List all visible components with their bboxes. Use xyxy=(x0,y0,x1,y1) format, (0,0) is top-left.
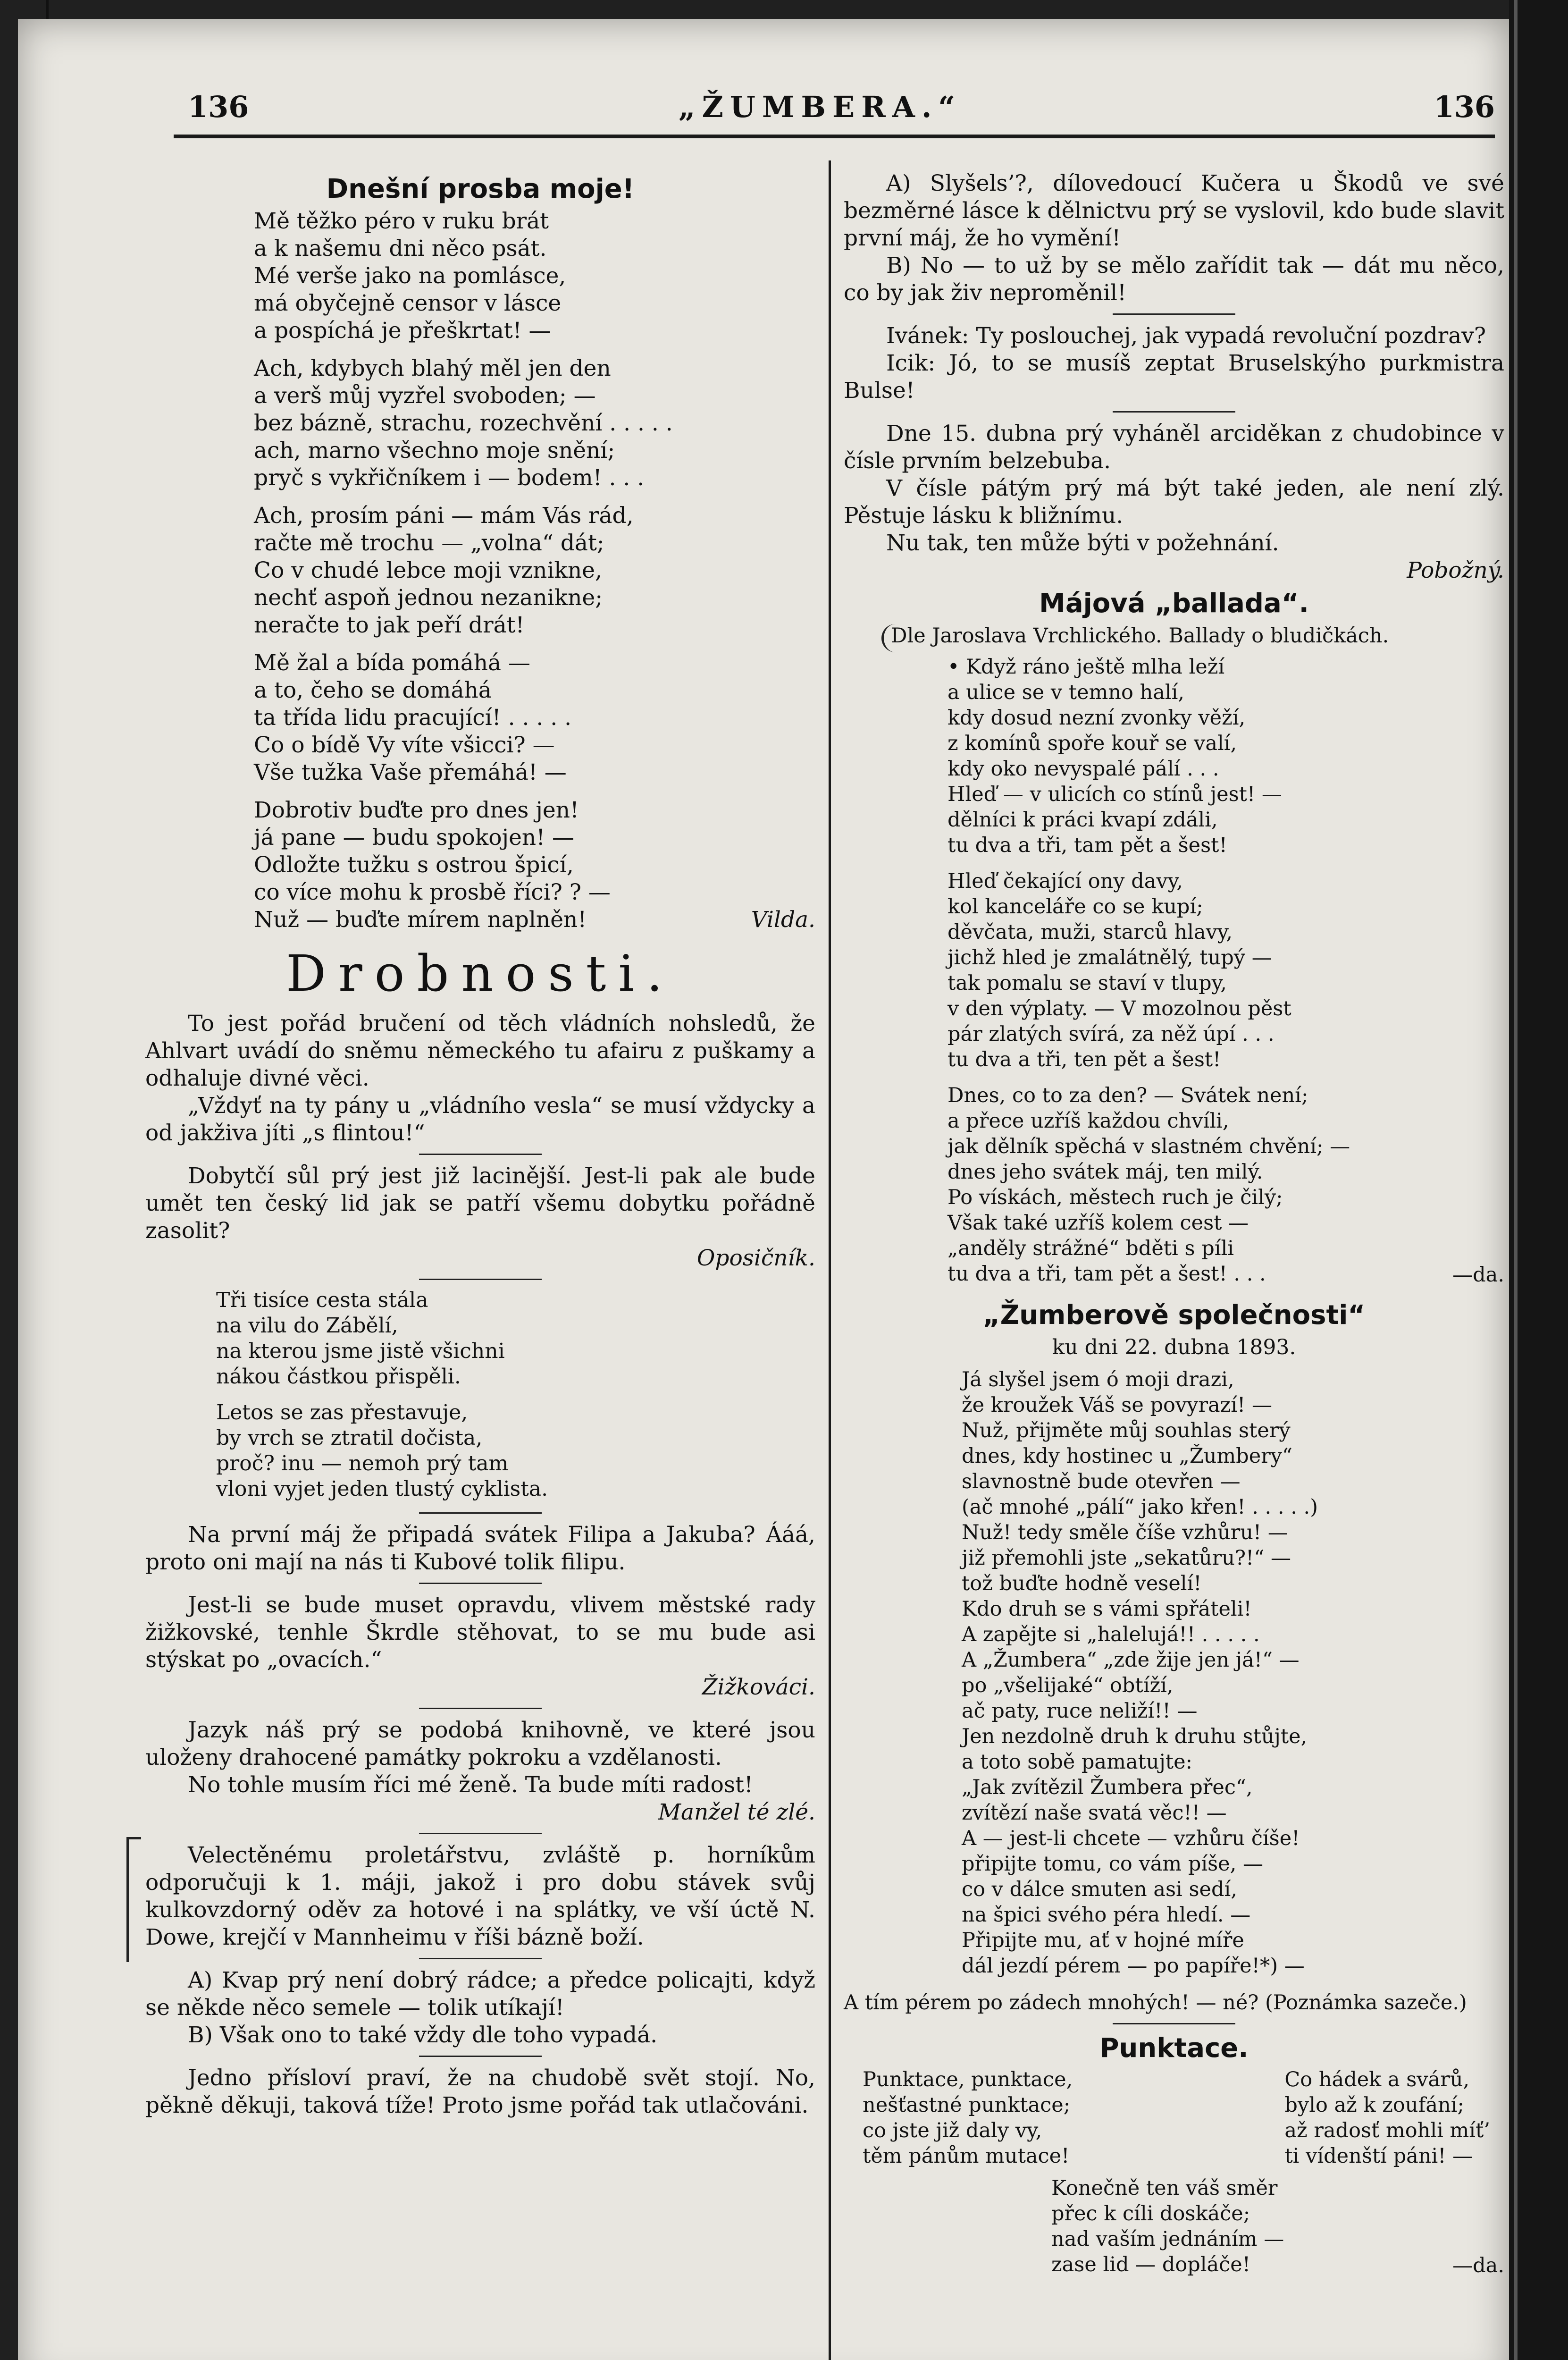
separator-rule xyxy=(1113,411,1235,413)
verse-line: těm pánům mutace! xyxy=(863,2144,1070,2168)
item-signature: Pobožný. xyxy=(1407,557,1504,583)
news-paragraph: Jazyk náš prý se podobá knihovně, ve které jsou uloženy drahocené památky pokroku a vzdělanosti. xyxy=(145,1717,815,1770)
ballad-line: jichž hled je zmalátnělý, tupý — xyxy=(948,946,1272,969)
section-title: Drobnosti. xyxy=(285,944,675,1003)
ballad-signature: —da. xyxy=(1452,1263,1504,1287)
toast-line: Nuž, přijměte můj souhlas sterý xyxy=(962,1419,1291,1442)
punktace-verses xyxy=(844,2067,1504,2169)
separator-rule xyxy=(419,1833,542,1834)
ballad-line: tu dva a tři, tam pět a šest! . . . xyxy=(948,1262,1266,1286)
news-paragraph: B) Však ono to také vždy dle toho vypadá. xyxy=(188,2022,658,2048)
ballad-stanza xyxy=(844,1083,1504,1287)
ballad-line: a přece uzříš každou chvíli, xyxy=(948,1109,1229,1133)
poem-stanza xyxy=(145,1400,815,1502)
right-column xyxy=(844,170,1504,2279)
separator-rule xyxy=(419,1708,542,1709)
bracket-mark xyxy=(126,1837,141,1962)
ballad-line: dělníci k práci kvapí zdáli, xyxy=(948,808,1218,832)
header-rule xyxy=(174,135,1495,138)
news-paragraph: To jest pořád bručení od těch vládních nohsledů, že Ahlvart uvádí do sněmu německého tu afairu z puškamy a odhaluje divné věci. xyxy=(145,1011,815,1091)
ballad-line: kol kanceláře co se kupí; xyxy=(948,895,1203,919)
verse-line: Konečně ten váš směr xyxy=(1051,2176,1278,2200)
ballad-line: Dnes, co to za den? — Svátek není; xyxy=(948,1084,1308,1107)
poem-line: bez bázně, strachu, rozechvění . . . . . xyxy=(254,410,673,436)
ballad-line: v den výplaty. — V mozolnou pěst xyxy=(948,997,1291,1020)
toast-title: „Žumberově společnosti“ xyxy=(982,1300,1366,1331)
ballad-line: kdy oko nevyspalé pálí . . . xyxy=(948,757,1219,781)
ballad-line: tu dva a tři, tam pět a šest! xyxy=(948,834,1227,857)
poem-line: Tři tisíce cesta stála xyxy=(216,1288,428,1312)
news-paragraph: Jedno přísloví praví, že na chudobě svět stojí. No, pěkně děkuji, taková tíže! Proto jsme pořád tak utlačováni. xyxy=(145,2065,815,2118)
verse-line: nešťastné punktace; xyxy=(863,2093,1071,2117)
page-number-right: 136 xyxy=(1434,90,1495,124)
news-paragraph: A) Kvap prý není dobrý rádce; a předce policajti, když se někde něco semele — tolik utíkají! xyxy=(145,1967,815,2021)
poem-stanza xyxy=(145,649,815,786)
column-divider xyxy=(829,160,831,2360)
poem-line: Letos se zas přestavuje, xyxy=(216,1400,468,1424)
poem-line: ta třída lidu pracující! . . . . . xyxy=(254,705,572,731)
poem-line: ach, marno všechno moje snění; xyxy=(254,438,615,464)
poem-signature: Vilda. xyxy=(751,907,815,933)
poem-stanza xyxy=(145,355,815,492)
item-signature: Oposičník. xyxy=(696,1245,815,1271)
ballad-stanza xyxy=(844,654,1504,858)
news-paragraph: „Vždyť na ty pány u „vládního vesla“ se musí vždycky a od jakživa jíti „s flintou!“ xyxy=(145,1093,815,1146)
ballad-line: Hleď — v ulicích co stínů jest! — xyxy=(948,783,1282,806)
ballad-line: z komínů spoře kouř se valí, xyxy=(948,732,1237,755)
item-signature: Manžel té zlé. xyxy=(658,1799,815,1825)
poem-line: račte mě trochu — „volna“ dát; xyxy=(254,530,604,556)
toast-line: Jen nezdolně druh k druhu stůjte, xyxy=(962,1725,1308,1748)
toast-line: (ač mnohé „pálí“ jako křen! . . . . .) xyxy=(962,1495,1318,1519)
separator-rule xyxy=(419,1154,542,1155)
toast-poem xyxy=(844,1367,1504,1979)
poem-line: Mé verše jako na pomlásce, xyxy=(254,263,566,289)
left-column xyxy=(145,170,815,2119)
separator-rule xyxy=(419,1512,542,1514)
toast-line: dnes, kdy hostinec u „Žumbery“ xyxy=(962,1444,1292,1468)
ballad-line: Však také uzříš kolem cest — xyxy=(948,1211,1249,1235)
ballad-line: kdy dosud nezní zvonky věží, xyxy=(948,706,1246,730)
news-paragraph: Nu tak, ten může býti v požehnání. xyxy=(886,530,1279,556)
poem-line: Dobrotiv buďte pro dnes jen! xyxy=(254,797,579,823)
poem-line: Mě žal a bída pomáhá — xyxy=(254,650,530,676)
toast-line: A — jest-li chcete — vzhůru číše! xyxy=(962,1827,1300,1850)
toast-line: A „Žumbera“ „zde žije jen já!“ — xyxy=(962,1648,1300,1672)
verse-line: co jste již daly vy, xyxy=(863,2119,1042,2142)
ballad-line: děvčata, muži, starců hlavy, xyxy=(948,920,1233,944)
poem-line: nákou částkou přispěli. xyxy=(216,1365,461,1389)
poem-line: co více mohu k prosbě říci? ? — xyxy=(254,879,611,905)
poem-line: Ach, kdybych blahý měl jen den xyxy=(254,355,611,381)
toast-line: „Jak zvítězil Žumbera přec“, xyxy=(962,1776,1253,1799)
verse-line: přec k cíli doskáče; xyxy=(1051,2202,1250,2225)
dialog-line: B) No — to už by se mělo zařídit tak — dát mu něco, co by jak živ neproměnil! xyxy=(844,253,1504,306)
news-paragraph: Dne 15. dubna prý vyháněl arciděkan z chudobince v čísle prvním belzebuba. xyxy=(844,421,1504,474)
punktace-signature: —da. xyxy=(1452,2254,1504,2277)
ballad-line: Hleď čekající ony davy, xyxy=(948,869,1183,893)
toast-line: dál jezdí pérem — po papíře!*) — xyxy=(962,1954,1305,1978)
separator-rule xyxy=(419,1958,542,1959)
toast-line: co v dálce smuten asi sedí, xyxy=(962,1878,1237,1901)
ballad-dedication: Dle Jaroslava Vrchlického. Ballady o bludičkách. xyxy=(891,624,1389,648)
toast-line: Já slyšel jsem ó moji drazi, xyxy=(962,1368,1234,1391)
news-paragraph: V čísle pátým prý má být také jeden, ale není zlý. Pěstuje lásku k bližnímu. xyxy=(844,475,1504,529)
toast-line: Kdo druh se s vámi spřáteli! xyxy=(962,1597,1252,1621)
ballad-line: • Když ráno ještě mlha leží xyxy=(948,655,1225,679)
poem-stanza xyxy=(145,208,815,345)
poem-line: má obyčejně censor v lásce xyxy=(254,290,562,316)
poem-line: nechť aspoň jednou nezanikne; xyxy=(254,585,603,611)
poem-line: a verš můj vyzřel svoboden; — xyxy=(254,383,596,409)
ballad-line: jak dělník spěchá v slastném chvění; — xyxy=(948,1135,1350,1158)
verse-line: nad vaším jednáním — xyxy=(1051,2227,1284,2251)
poem-line: a to, čeho se domáhá xyxy=(254,677,492,703)
toast-line: Nuž! tedy směle číše vzhůru! — xyxy=(962,1521,1288,1544)
poem-line: Vše tužka Vaše přemáhá! — xyxy=(254,759,567,785)
dialog-line: A) Slyšels’?, dílovedoucí Kučera u Škodů ve své bezměrné lásce k dělnictvu prý se vyslovil, kdo bude slavit první máj, že ho vymění! xyxy=(844,170,1504,251)
ballad-line: Po vískách, městech ruch je čilý; xyxy=(948,1186,1283,1209)
dialog-line: Icik: Jó, to se musíš zeptat Bruselskýho purkmistra Bulse! xyxy=(844,350,1504,404)
punktace-col-left xyxy=(863,2067,1073,2169)
poem-line: Nuž — buďte mírem naplněn! xyxy=(254,907,587,933)
punktace-col-right xyxy=(1284,2067,1490,2169)
poem-line: neračte to jak peří drát! xyxy=(254,612,525,638)
ballad-line: tu dva a tři, ten pět a šest! xyxy=(948,1048,1221,1071)
verse-line: Co hádek a svárů, xyxy=(1284,2068,1470,2091)
ballad-line: „anděly strážné“ bděti s píli xyxy=(948,1237,1234,1260)
poem-line: Ach, prosím páni — mám Vás rád, xyxy=(254,503,634,529)
separator-rule xyxy=(1113,2023,1235,2024)
verse-line: ti vídenští páni! — xyxy=(1284,2144,1473,2168)
separator-rule xyxy=(419,1279,542,1280)
ballad-dedication-block xyxy=(844,622,1504,649)
news-paragraph: Jest-li se bude muset opravdu, vlivem městské rady žižkovské, tenhle Škrdle stěhovat, to se mu bude asi stýskat po „ovacích.“ xyxy=(145,1592,815,1673)
separator-rule xyxy=(419,1583,542,1584)
verse-line: Punktace, punktace, xyxy=(863,2068,1073,2091)
toast-line: již přemohli jste „sekatůru?!“ — xyxy=(962,1546,1291,1570)
poem-line: na vilu do Zábělí, xyxy=(216,1314,398,1338)
next-page-edge xyxy=(1509,0,1568,2360)
typesetter-note: A tím pérem po zádech mnohých! — né? (Poznámka sazeče.) xyxy=(844,1991,1467,2014)
dialog-line: Ivánek: Ty poslouchej, jak vypadá revoluční pozdrav? xyxy=(886,323,1486,349)
news-paragraph: Velectěnému proletářstvu, zvláště p. horníkům odporučuji k 1. máji, jakož i pro dobu stávek svůj kulkovzdorný oděv za hotové i na splátky, ve vší úctě N. Dowe, krejčí v Mannheimu v říši bázně boží. xyxy=(145,1842,815,1950)
poem-line: a k našemu dni něco psát. xyxy=(254,236,547,261)
punktace-title: Punktace. xyxy=(1099,2033,1249,2064)
verse-line: bylo až k zoufání; xyxy=(1284,2093,1464,2117)
news-paragraph: Dobytčí sůl prý jest již lacinější. Jest-li pak ale bude umět ten český lid jak se patří všemu dobytku pořádně zasolit? xyxy=(145,1163,815,1244)
toast-line: tož buďte hodně veselí! xyxy=(962,1572,1202,1595)
poem-line: Co v chudé lebce moji vznikne, xyxy=(254,557,602,583)
toast-line: připijte tomu, co vám píše, — xyxy=(962,1852,1263,1876)
toast-line: po „všelijaké“ obtíží, xyxy=(962,1674,1174,1697)
toast-line: zvítězí naše svatá věc!! — xyxy=(962,1801,1227,1825)
ballad-line: tak pomalu se staví v tlupy, xyxy=(948,971,1227,995)
running-title: „ŽUMBERA.“ xyxy=(678,90,962,124)
toast-line: Připijte mu, ať v hojné míře xyxy=(962,1929,1244,1952)
poem-line: já pane — budu spokojen! — xyxy=(254,825,575,851)
poem-line: pryč s vykřičníkem i — bodem! . . . xyxy=(254,465,645,491)
separator-rule xyxy=(1113,313,1235,315)
toast-line: na špici svého péra hledí. — xyxy=(962,1903,1251,1927)
news-paragraph: No tohle musím říci mé ženě. Ta bude míti radost! xyxy=(188,1772,753,1798)
poem-line: Co o bídě Vy víte všicci? — xyxy=(254,732,555,758)
separator-rule xyxy=(419,2056,542,2057)
poem-line: proč? inu — nemoh prý tam xyxy=(216,1451,509,1475)
toast-line: a toto sobě pamatujte: xyxy=(962,1750,1192,1774)
poem-stanza xyxy=(145,1288,815,1390)
toast-line: ač paty, ruce neliží!! — xyxy=(962,1699,1198,1723)
verse-line: zase lid — dopláče! xyxy=(1051,2253,1250,2276)
page-number-left: 136 xyxy=(188,90,249,124)
ballad-line: pár zlatých svírá, za něž úpí . . . xyxy=(948,1022,1275,1046)
verse-line: až radosť mohli míť’ xyxy=(1284,2119,1490,2142)
news-paragraph: Na první máj že připadá svátek Filipa a Jakuba? Ááá, proto oni mají na nás ti Kubové tolik filipu. xyxy=(145,1522,815,1575)
page-header xyxy=(145,90,1495,146)
poem-stanza xyxy=(145,502,815,639)
poem-line: vloni vyjet jeden tlustý cyklista. xyxy=(216,1477,548,1501)
poem-line: Odložte tužku s ostrou špicí, xyxy=(254,852,574,878)
poem-line: Mě těžko péro v ruku brát xyxy=(254,208,549,234)
poem-line: a pospíchá je přeškrtat! — xyxy=(254,318,551,344)
ballad-line: a ulice se v temno halí, xyxy=(948,681,1185,704)
toast-line: A zapějte si „halelujá!! . . . . . xyxy=(962,1623,1260,1646)
poem-body xyxy=(145,208,815,934)
toast-subtitle: ku dni 22. dubna 1893. xyxy=(1052,1335,1296,1359)
ballad-title: Májová „ballada“. xyxy=(1039,588,1309,619)
newspaper-page xyxy=(18,19,1509,2360)
poem-line: na kterou jsme jistě všichni xyxy=(216,1339,505,1363)
advert-block xyxy=(145,1842,815,1951)
item-signature: Žižkováci. xyxy=(702,1674,815,1700)
toast-line: slavnostně bude otevřen — xyxy=(962,1470,1241,1493)
ballad-stanza xyxy=(844,868,1504,1072)
ballad-line: dnes jeho svátek máj, ten milý. xyxy=(948,1160,1263,1184)
toast-line: že kroužek Váš se povyrazí! — xyxy=(962,1393,1272,1417)
poem-title: Dnešní prosba moje! xyxy=(326,174,635,204)
poem-line: by vrch se ztratil dočista, xyxy=(216,1426,483,1450)
